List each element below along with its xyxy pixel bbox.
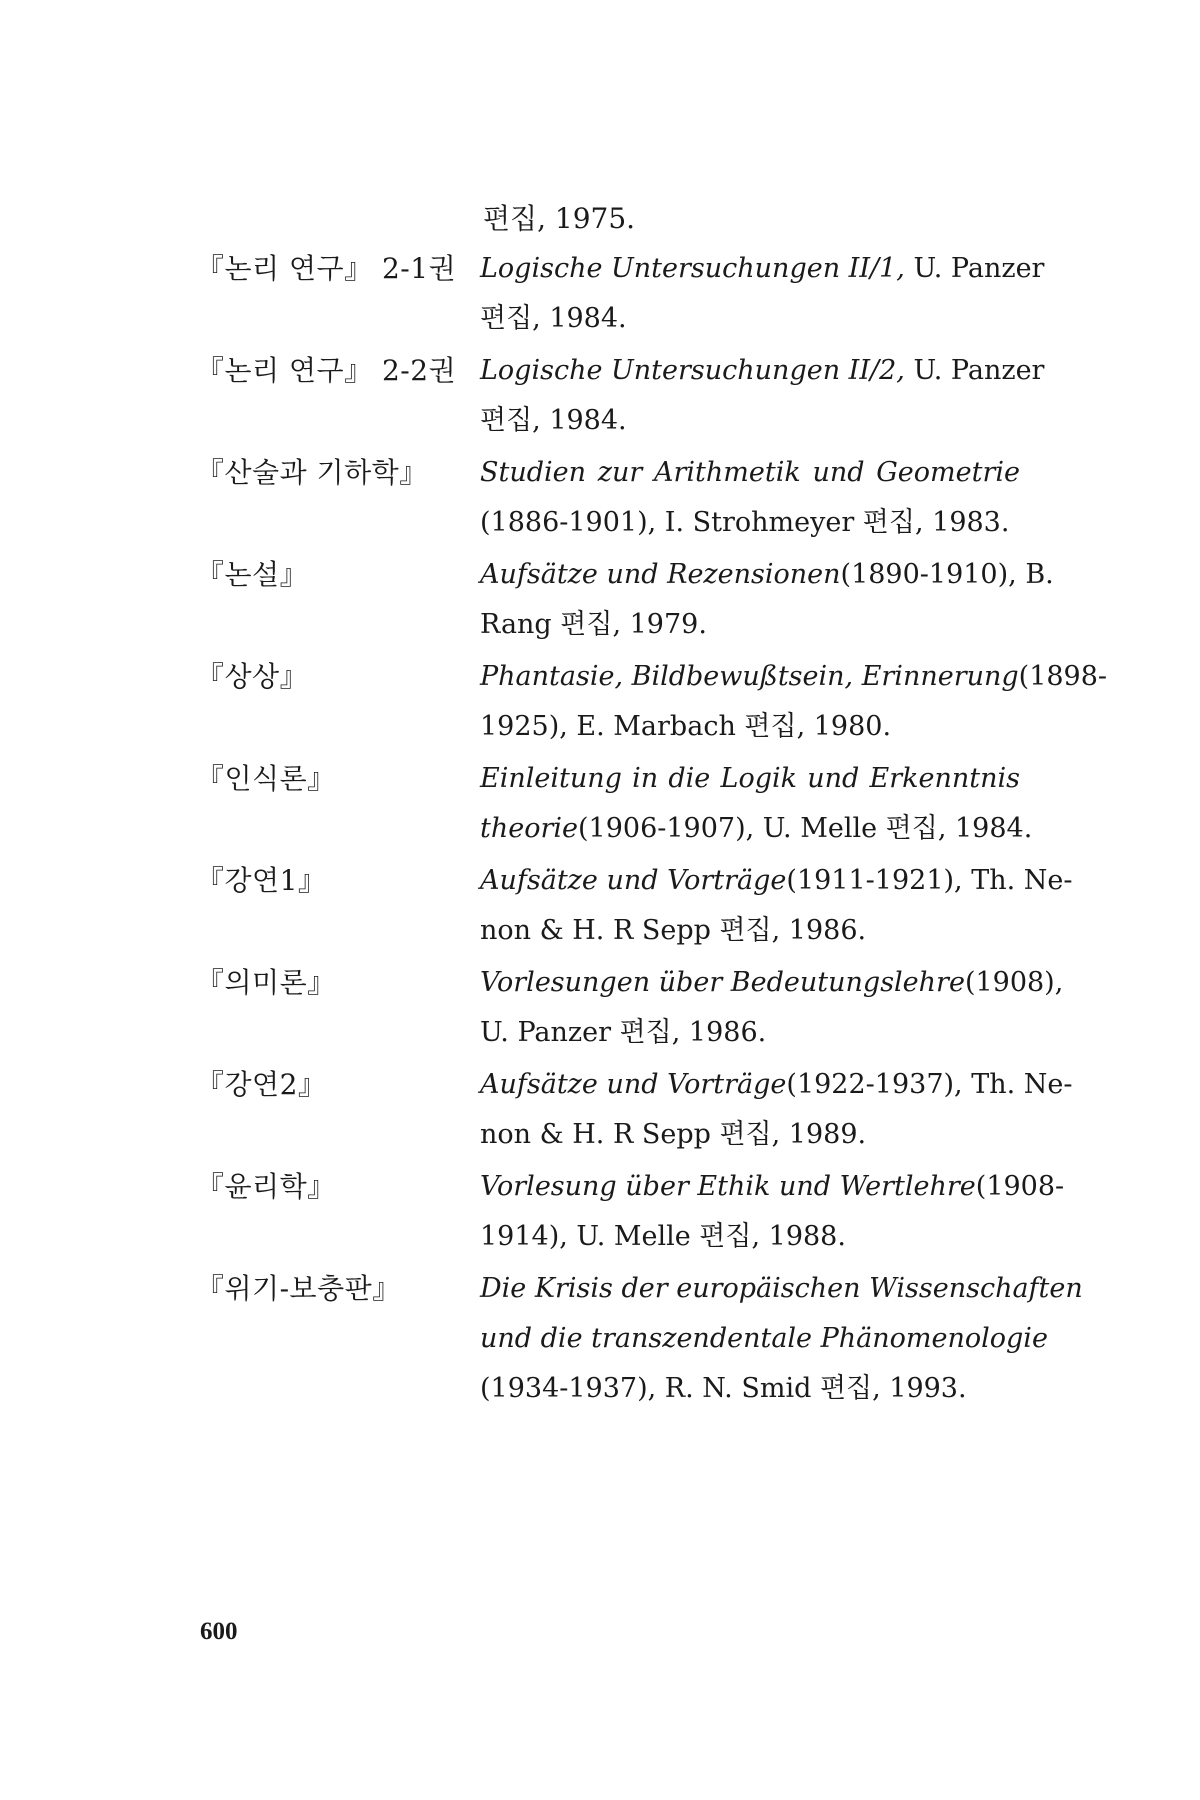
work-title: Aufsätze und Vorträge bbox=[480, 1069, 787, 1100]
work-title: Einleitung in die Logik und Erkenntnis bbox=[480, 763, 1020, 794]
work-title-continued: und die transzendentale Phänomenologie bbox=[480, 1323, 1048, 1354]
german-reference bbox=[480, 652, 1108, 752]
reference-line bbox=[480, 804, 1033, 854]
work-title: Aufsätze und Vorträge bbox=[480, 865, 787, 896]
work-title: Studien zur Arithmetik und Geometrie bbox=[480, 457, 1020, 488]
reference-line bbox=[480, 1060, 1073, 1110]
work-title: Die Krisis der europäischen Wissenschaften bbox=[480, 1273, 1083, 1304]
reference-line: non & H. R Sepp 편집, 1986. bbox=[480, 915, 867, 946]
korean-title: 『의미론』 bbox=[196, 966, 336, 999]
reference-line bbox=[480, 448, 1020, 498]
german-reference bbox=[480, 550, 1054, 650]
german-reference bbox=[480, 1162, 1065, 1262]
reference-line: (1934-1937), R. N. Smid 편집, 1993. bbox=[480, 1373, 967, 1404]
reference-line: 1925), E. Marbach 편집, 1980. bbox=[480, 711, 892, 742]
korean-title: 『논리 연구』 2-1권 bbox=[196, 252, 457, 285]
korean-title: 『인식론』 bbox=[196, 762, 336, 795]
korean-title: 『논설』 bbox=[196, 558, 309, 591]
reference-detail: (1922-1937), Th. Ne- bbox=[786, 1069, 1073, 1100]
reference-detail: U. Panzer bbox=[904, 355, 1045, 386]
korean-title: 『산술과 기하학』 bbox=[196, 456, 428, 489]
work-title: Aufsätze und Rezensionen bbox=[480, 559, 841, 590]
page-number: 600 bbox=[200, 1618, 238, 1645]
work-title: Logische Untersuchungen II/1, bbox=[480, 253, 905, 284]
reference-line bbox=[480, 346, 1045, 396]
work-title: Vorlesung über Ethik und Wertlehre bbox=[480, 1171, 976, 1202]
work-title-continued: theorie bbox=[480, 813, 578, 844]
german-reference bbox=[480, 1264, 1083, 1414]
work-title: Vorlesungen über Bedeutungslehre bbox=[480, 967, 965, 998]
korean-title: 『상상』 bbox=[196, 660, 309, 693]
reference-detail: (1908), bbox=[964, 967, 1064, 998]
work-title: Phantasie, Bildbewußtsein, Erinnerung bbox=[480, 661, 1019, 692]
reference-line bbox=[480, 1264, 1083, 1314]
reference-line: non & H. R Sepp 편집, 1989. bbox=[480, 1119, 867, 1150]
reference-detail: (1906-1907), U. Melle 편집, 1984. bbox=[578, 813, 1033, 844]
korean-title: 『위기-보충판』 bbox=[196, 1272, 401, 1305]
german-reference bbox=[480, 448, 1020, 548]
reference-detail: (1911-1921), Th. Ne- bbox=[786, 865, 1073, 896]
german-reference bbox=[480, 958, 1064, 1058]
reference-line bbox=[480, 550, 1054, 600]
reference-line: 편집, 1984. bbox=[480, 303, 627, 334]
reference-detail: (1898- bbox=[1018, 661, 1108, 692]
german-reference bbox=[480, 856, 1073, 956]
reference-line bbox=[480, 1162, 1065, 1212]
reference-detail: U. Panzer bbox=[904, 253, 1045, 284]
reference-line: (1886-1901), I. Strohmeyer 편집, 1983. bbox=[480, 507, 1010, 538]
korean-title: 『강연1』 bbox=[196, 864, 327, 897]
reference-line: U. Panzer 편집, 1986. bbox=[480, 1017, 767, 1048]
reference-line: Rang 편집, 1979. bbox=[480, 609, 707, 640]
reference-line bbox=[480, 244, 1045, 294]
reference-line bbox=[480, 754, 1020, 804]
reference-line bbox=[480, 958, 1064, 1008]
reference-line: 1914), U. Melle 편집, 1988. bbox=[480, 1221, 846, 1252]
korean-title: 『강연2』 bbox=[196, 1068, 327, 1101]
reference-line bbox=[480, 856, 1073, 906]
reference-line: 편집, 1984. bbox=[480, 405, 627, 436]
korean-title: 『논리 연구』 2-2권 bbox=[196, 354, 457, 387]
reference-line bbox=[480, 1314, 1048, 1364]
korean-title: 『윤리학』 bbox=[196, 1170, 336, 1203]
german-reference bbox=[480, 754, 1033, 854]
reference-detail: (1908- bbox=[975, 1171, 1065, 1202]
german-reference bbox=[480, 1060, 1073, 1160]
work-title: Logische Untersuchungen II/2, bbox=[480, 355, 905, 386]
german-reference bbox=[480, 346, 1045, 446]
german-reference bbox=[480, 244, 1045, 344]
reference-line bbox=[480, 652, 1108, 702]
continuation-line: 편집, 1975. bbox=[483, 202, 636, 235]
reference-detail: (1890-1910), B. bbox=[840, 559, 1054, 590]
